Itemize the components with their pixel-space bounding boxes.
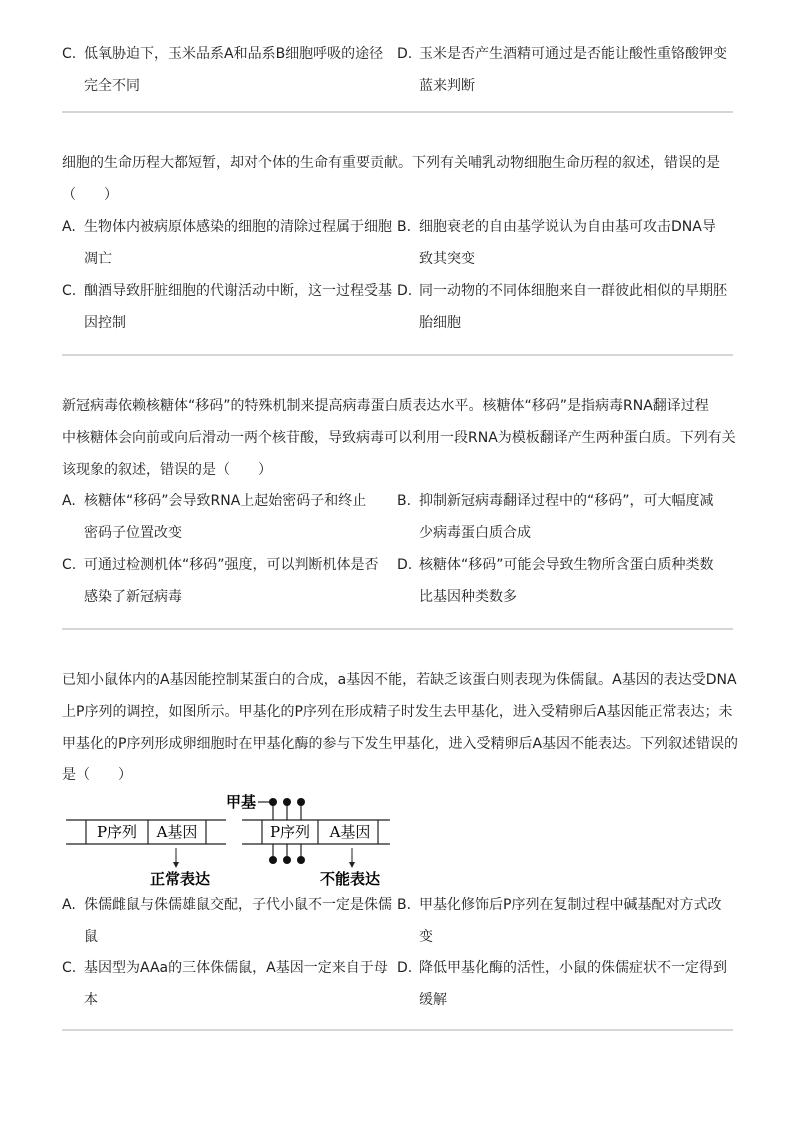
question-stem: （ ） <box>62 187 118 203</box>
option-text: 降低甲基化酶的活性，小鼠的侏儒症状不一定得到 <box>419 960 727 976</box>
option-text: 生物体内被病原体感染的细胞的清除过程属于细胞 <box>84 219 392 235</box>
option-letter: A. <box>62 897 76 913</box>
question-stem: 细胞的生命历程大都短暂，却对个体的生命有重要贡献。下列有关哺乳动物细胞生命历程的叙述，错误的是 <box>62 155 720 171</box>
question-stem: 上P序列的调控，如图所示。甲基化的P序列在形成精子时发生去甲基化，进入受精卵后A基因能正常表达；未 <box>62 704 733 720</box>
methyl-group-dot <box>297 798 305 806</box>
dna-methylation-diagram <box>62 790 402 890</box>
option-text: 核糖体“移码”会导致RNA上起始密码子和终止 <box>84 493 367 509</box>
option-text: 因控制 <box>84 315 126 331</box>
option-text: 感染了新冠病毒 <box>84 589 182 605</box>
divider <box>62 111 733 113</box>
no-expression-label: 不能表达 <box>319 870 381 888</box>
option-text: 蓝来判断 <box>419 78 475 94</box>
option-letter: D. <box>397 283 413 299</box>
option-text: 低氧胁迫下，玉米品系A和品系B细胞呼吸的途径 <box>84 46 384 62</box>
a-gene-label-right: A基因 <box>329 823 371 841</box>
option-letter: A. <box>62 493 76 509</box>
option-letter: D. <box>397 557 413 573</box>
question-stem: 甲基化的P序列形成卵细胞时在甲基化酶的参与下发生甲基化，进入受精卵后A基因不能表达。下列叙述错误的 <box>62 736 739 752</box>
methyl-group-dot <box>283 856 291 864</box>
option-letter: A. <box>62 219 76 235</box>
option-text: 细胞衰老的自由基学说认为自由基可攻击DNA导 <box>419 219 716 235</box>
methyl-label: 甲基 <box>226 793 257 811</box>
option-letter: C. <box>62 557 77 573</box>
option-text: 胎细胞 <box>419 315 461 331</box>
option-letter: D. <box>397 46 413 62</box>
option-text: 基因型为AAa的三体侏儒鼠，A基因一定来自于母 <box>84 960 388 976</box>
question-stem: 已知小鼠体内的A基因能控制某蛋白的合成，a基因不能，若缺乏该蛋白则表现为侏儒鼠。A基因的表达受DNA <box>62 672 737 688</box>
methyl-group-dot <box>297 856 305 864</box>
option-text: 少病毒蛋白质合成 <box>419 525 531 541</box>
option-letter: B. <box>397 219 412 235</box>
option-text: 密码子位置改变 <box>84 525 182 541</box>
a-gene-label-left: A基因 <box>156 823 198 841</box>
option-text: 本 <box>84 992 98 1008</box>
divider <box>62 1029 733 1031</box>
divider <box>62 628 733 630</box>
option-text: 甲基化修饰后P序列在复制过程中碱基配对方式改 <box>419 897 722 913</box>
option-text: 致其突变 <box>419 251 475 267</box>
p-sequence-label-right: P序列 <box>269 823 311 841</box>
option-text: 完全不同 <box>84 78 140 94</box>
option-text: 变 <box>419 929 433 945</box>
option-text: 比基因种类数多 <box>419 589 517 605</box>
methyl-group-dot <box>283 798 291 806</box>
p-sequence-label-left: P序列 <box>96 823 138 841</box>
option-letter: C. <box>62 283 77 299</box>
option-text: 酗酒导致肝脏细胞的代谢活动中断，这一过程受基 <box>84 283 392 299</box>
methyl-group-dot <box>269 798 277 806</box>
option-text: 缓解 <box>419 992 447 1008</box>
divider <box>62 354 733 356</box>
option-letter: D. <box>397 960 413 976</box>
option-text: 可通过检测机体“移码”强度，可以判断机体是否 <box>84 557 379 573</box>
option-text: 凋亡 <box>84 251 112 267</box>
option-text: 抑制新冠病毒翻译过程中的“移码”，可大幅度减 <box>419 493 714 509</box>
arrow-head-left <box>173 862 179 868</box>
question-stem: 是（ ） <box>62 767 132 783</box>
option-letter: B. <box>397 493 412 509</box>
methyl-group-dot <box>269 856 277 864</box>
question-stem: 中核糖体会向前或向后滑动一两个核苷酸，导致病毒可以利用一段RNA为模板翻译产生两种蛋白质。下列有关 <box>62 430 736 446</box>
question-stem: 该现象的叙述，错误的是（ ） <box>62 462 272 478</box>
option-text: 玉米是否产生酒精可通过是否能让酸性重铬酸钾变 <box>419 46 727 62</box>
normal-expression-label: 正常表达 <box>149 870 211 888</box>
option-text: 侏儒雌鼠与侏儒雄鼠交配，子代小鼠不一定是侏儒 <box>84 897 392 913</box>
arrow-head-right <box>349 862 355 868</box>
option-text: 鼠 <box>84 929 98 945</box>
option-text: 同一动物的不同体细胞来自一群彼此相似的早期胚 <box>419 283 727 299</box>
option-letter: C. <box>62 46 77 62</box>
option-text: 核糖体“移码”可能会导致生物所含蛋白质种类数 <box>419 557 714 573</box>
option-letter: C. <box>62 960 77 976</box>
option-letter: B. <box>397 897 412 913</box>
question-stem: 新冠病毒依赖核糖体“移码”的特殊机制来提高病毒蛋白质表达水平。核糖体“移码”是指病毒RNA翻译过程 <box>62 398 709 414</box>
